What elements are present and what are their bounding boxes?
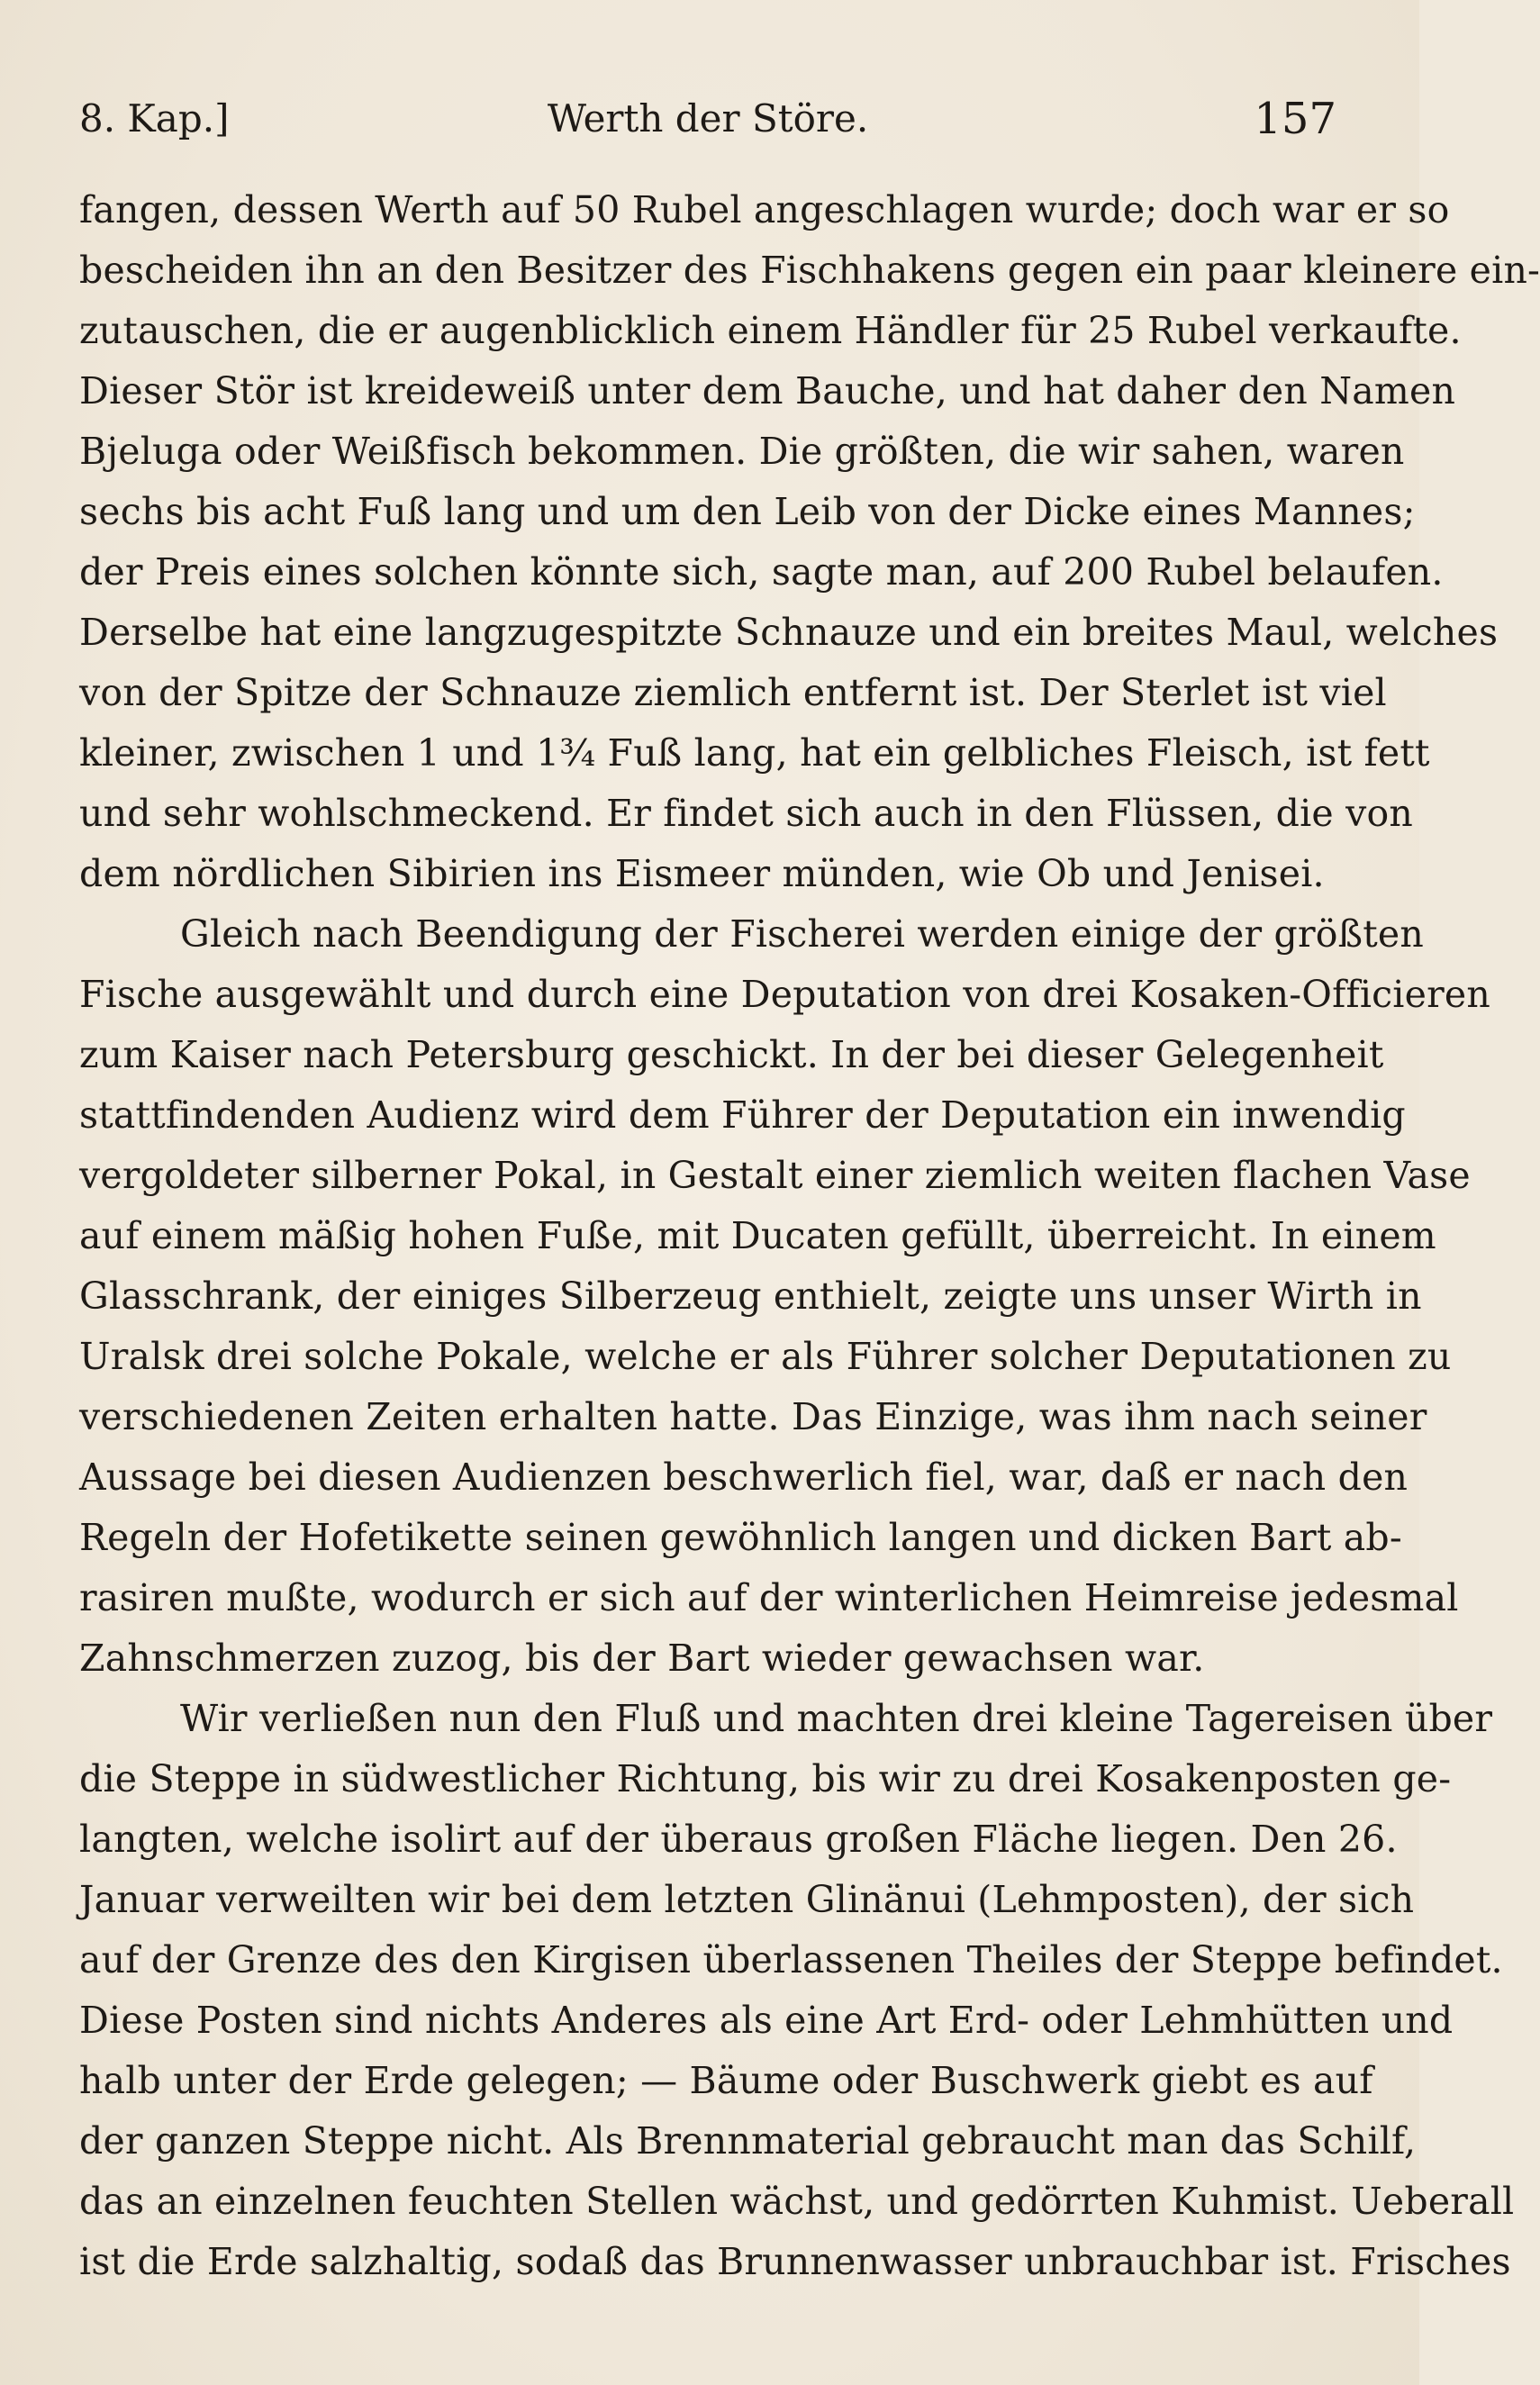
text-line: verschiedenen Zeiten erhalten hatte. Das Einzige, was ihm nach seiner	[79, 1395, 1427, 1438]
text-line: ist die Erde salzhaltig, sodaß das Brunnenwasser unbrauchbar ist. Frisches	[79, 2240, 1511, 2283]
text-line: bescheiden ihn an den Besitzer des Fischhakens gegen ein paar kleinere ein-	[79, 249, 1540, 292]
text-line: Zahnschmerzen zuzog, bis der Bart wieder gewachsen war.	[79, 1637, 1205, 1680]
chapter-label: 8. Kap.]	[79, 96, 230, 141]
text-line: halb unter der Erde gelegen; — Bäume oder Buschwerk giebt es auf	[79, 2059, 1373, 2102]
text-line: der ganzen Steppe nicht. Als Brennmaterial gebraucht man das Schilf,	[79, 2119, 1417, 2163]
text-line: fangen, dessen Werth auf 50 Rubel angeschlagen wurde; doch war er so	[79, 188, 1450, 231]
text-line: zum Kaiser nach Petersburg geschickt. In der bei dieser Gelegenheit	[79, 1033, 1384, 1076]
running-title: Werth der Störe.	[547, 96, 869, 141]
text-line: Regeln der Hofetikette seinen gewöhnlich langen und dicken Bart ab-	[79, 1516, 1402, 1559]
text-line: auf der Grenze des den Kirgisen überlassenen Theiles der Steppe befindet.	[79, 1938, 1503, 1981]
text-line: und sehr wohlschmeckend. Er findet sich auch in den Flüssen, die von	[79, 792, 1413, 835]
text-line: Diese Posten sind nichts Anderes als eine Art Erd- oder Lehmhütten und	[79, 1999, 1454, 2042]
text-line: rasiren mußte, wodurch er sich auf der winterlichen Heimreise jedesmal	[79, 1576, 1459, 1619]
text-line: auf einem mäßig hohen Fuße, mit Ducaten gefüllt, überreicht. In einem	[79, 1214, 1436, 1257]
page-number: 157	[1254, 94, 1336, 144]
text-line: Januar verweilten wir bei dem letzten Glinänui (Lehmposten), der sich	[79, 1878, 1415, 1921]
text-line: zutauschen, die er augenblicklich einem Händler für 25 Rubel verkaufte.	[79, 309, 1462, 352]
text-line: dem nördlichen Sibirien ins Eismeer münden, wie Ob und Jenisei.	[79, 852, 1325, 895]
paragraph-start-line: Wir verließen nun den Fluß und machten drei kleine Tagereisen über	[180, 1697, 1493, 1740]
text-line: vergoldeter silberner Pokal, in Gestalt einer ziemlich weiten flachen Vase	[79, 1154, 1471, 1197]
paragraph-start-line: Gleich nach Beendigung der Fischerei werden einige der größten	[180, 912, 1424, 956]
text-line: Aussage bei diesen Audienzen beschwerlich fiel, war, daß er nach den	[79, 1455, 1409, 1499]
text-line: Dieser Stör ist kreideweiß unter dem Bauche, und hat daher den Namen	[79, 369, 1456, 413]
text-line: langten, welche isolirt auf der überaus großen Fläche liegen. Den 26.	[79, 1818, 1398, 1861]
text-line: stattfindenden Audienz wird dem Führer der Deputation ein inwendig	[79, 1093, 1406, 1137]
text-line: das an einzelnen feuchten Stellen wächst, und gedörrten Kuhmist. Ueberall	[79, 2180, 1515, 2223]
text-line: Uralsk drei solche Pokale, welche er als Führer solcher Deputationen zu	[79, 1335, 1452, 1378]
text-line: sechs bis acht Fuß lang und um den Leib von der Dicke eines Mannes;	[79, 490, 1416, 533]
text-line: Fische ausgewählt und durch eine Deputation von drei Kosaken-Officieren	[79, 973, 1490, 1016]
text-line: die Steppe in südwestlicher Richtung, bis wir zu drei Kosakenposten ge-	[79, 1757, 1452, 1800]
body-text	[79, 180, 1540, 2292]
text-line: Derselbe hat eine langzugespitzte Schnauze und ein breites Maul, welches	[79, 611, 1499, 654]
text-line: Glasschrank, der einiges Silberzeug enthielt, zeigte uns unser Wirth in	[79, 1274, 1422, 1318]
running-header	[79, 94, 1336, 144]
text-line: Bjeluga oder Weißfisch bekommen. Die größten, die wir sahen, waren	[79, 430, 1405, 473]
text-line: der Preis eines solchen könnte sich, sagte man, auf 200 Rubel belaufen.	[79, 550, 1444, 594]
text-line: kleiner, zwischen 1 und 1¾ Fuß lang, hat ein gelbliches Fleisch, ist fett	[79, 731, 1430, 775]
text-line: von der Spitze der Schnauze ziemlich entfernt ist. Der Sterlet ist viel	[79, 671, 1387, 714]
